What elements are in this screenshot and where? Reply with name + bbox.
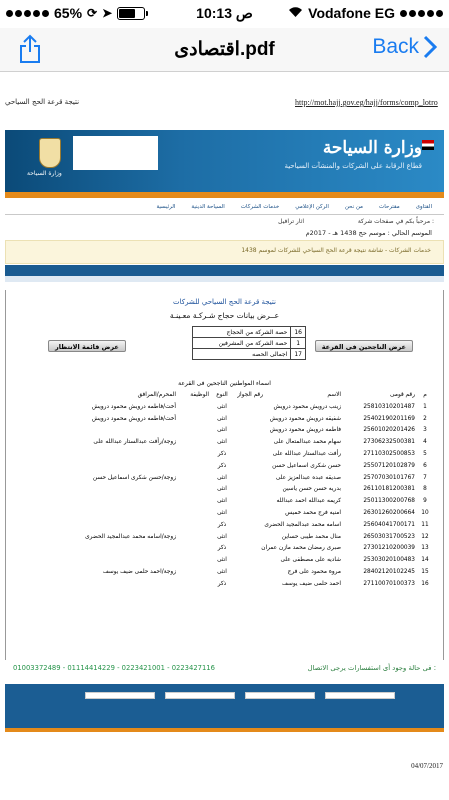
footer-box bbox=[165, 692, 235, 699]
national-id: 25810310201487 bbox=[363, 403, 415, 410]
menu-item[interactable]: من نحن bbox=[344, 204, 364, 210]
national-id: 26301260200664 bbox=[363, 509, 415, 516]
pilgrim-name: حسن شكرى اسماعيل حسن bbox=[272, 462, 341, 469]
contact-numbers: 01003372489 - 01114414229 - 0223421001 - 0223427116 bbox=[13, 664, 215, 672]
gender: انثى bbox=[217, 439, 227, 446]
menu-item[interactable]: مقترحات bbox=[379, 204, 400, 210]
ministry-subtitle: قطاع الرقابة على الشركات والمنشآت السياحية bbox=[284, 162, 422, 170]
status-time: 10:13 ص bbox=[196, 5, 253, 21]
show-winners-button[interactable]: عرض الناجحين فى القرعة bbox=[315, 340, 413, 352]
carrier-name: Vodafone EG bbox=[308, 5, 395, 21]
table-row bbox=[16, 402, 431, 414]
mahram: زوجة/اسامه محمد عبدالمجيد الحضرى bbox=[85, 533, 176, 540]
row-number: 14 bbox=[421, 557, 429, 564]
national-id: 25604041700171 bbox=[363, 521, 415, 528]
col-id: رقم قومى bbox=[390, 392, 415, 398]
pilgrim-name: امنيه فرج محمد خميس bbox=[285, 509, 341, 516]
row-number: 8 bbox=[423, 486, 427, 493]
col-name: الاسم bbox=[327, 392, 341, 398]
mahram: أخت/فاطمه درويش محمود درويش bbox=[91, 403, 176, 410]
gender: انثى bbox=[217, 415, 227, 422]
col-job: الوظيفة bbox=[190, 392, 209, 398]
gender: ذكر bbox=[217, 580, 227, 587]
gender: ذكر bbox=[217, 450, 227, 457]
col-no: م bbox=[423, 392, 427, 398]
national-id: 25507120102879 bbox=[363, 462, 415, 469]
quota-row bbox=[193, 349, 306, 360]
gender: انثى bbox=[217, 557, 227, 564]
divider-bar bbox=[5, 265, 444, 276]
table-row bbox=[16, 532, 431, 544]
quota-row bbox=[193, 327, 306, 338]
winners-list bbox=[16, 390, 431, 591]
national-id: 27301210200039 bbox=[363, 545, 415, 552]
pilgrim-name: صديقه عبده عبدالعزيز على bbox=[275, 474, 341, 481]
ministry-banner bbox=[5, 130, 444, 198]
pilgrim-name: شاديه على مصطفى على bbox=[280, 557, 341, 564]
document-title: اقتصادى.pdf bbox=[174, 39, 275, 60]
gender: ذكر bbox=[217, 462, 227, 469]
pilgrim-name: منال محمد طيبى حساين bbox=[281, 533, 341, 540]
battery-percent: 65% bbox=[54, 5, 83, 21]
table-row bbox=[16, 567, 431, 579]
gender: انثى bbox=[217, 568, 227, 575]
row-number: 16 bbox=[421, 580, 429, 587]
welcome-bar bbox=[5, 214, 444, 228]
national-id: 27110302500853 bbox=[363, 450, 415, 457]
national-id: 27110070100373 bbox=[363, 580, 415, 587]
gender: انثى bbox=[217, 474, 227, 481]
status-right bbox=[288, 5, 443, 21]
row-number: 2 bbox=[423, 415, 427, 422]
section-subtitle: عــرض بيانات حجاج شـركـة معـينـة bbox=[169, 311, 280, 320]
banner-strip bbox=[5, 192, 444, 198]
carrier-signal-icon bbox=[400, 10, 443, 17]
show-waiting-list-button[interactable]: عرض قائمة الانتظار bbox=[48, 340, 126, 352]
pilgrim-name: سهام محمد عبدالمتعال على bbox=[273, 439, 341, 446]
pdf-document[interactable] bbox=[0, 72, 449, 800]
footer-box bbox=[325, 692, 395, 699]
table-row bbox=[16, 473, 431, 485]
egypt-flag-icon bbox=[422, 140, 434, 150]
row-number: 5 bbox=[423, 450, 427, 457]
winners-list-title: اسماء المواطنين الناجحين فى القرعة bbox=[178, 380, 271, 387]
national-id: 26503031700523 bbox=[363, 533, 415, 540]
table-row bbox=[16, 579, 431, 591]
rotation-lock-icon: ⟳ bbox=[87, 6, 98, 20]
national-id: 25402190201169 bbox=[363, 415, 415, 422]
table-row bbox=[16, 508, 431, 520]
national-id: 27306232500381 bbox=[363, 439, 415, 446]
gender: ذكر bbox=[217, 521, 227, 528]
table-row bbox=[16, 425, 431, 437]
mahram: زوجة/حسن شكرى اسماعيل حسن bbox=[92, 474, 176, 481]
row-number: 13 bbox=[421, 545, 429, 552]
contact-line bbox=[5, 664, 444, 672]
season-bar bbox=[5, 227, 444, 241]
table-row bbox=[16, 555, 431, 567]
contact-label: فى حالة وجود أى استفسارات يرجى الاتصال : bbox=[307, 664, 436, 672]
row-number: 1 bbox=[423, 403, 427, 410]
menu-item[interactable]: الرئيسية bbox=[156, 204, 176, 210]
col-gender: النوع bbox=[216, 392, 228, 398]
gender: ذكر bbox=[217, 545, 227, 552]
header-title: نتيجة قرعة الحج السياحي bbox=[5, 98, 80, 106]
back-button[interactable] bbox=[372, 35, 437, 59]
pilgrim-name: مروة محمود على فرج bbox=[287, 568, 341, 575]
col-mahram: المحرم/المرافق bbox=[137, 392, 176, 398]
row-number: 12 bbox=[421, 533, 429, 540]
gender: انثى bbox=[217, 403, 227, 410]
mahram: أخت/فاطمه درويش محمود درويش bbox=[91, 415, 176, 422]
row-number: 11 bbox=[421, 521, 429, 528]
row-number: 4 bbox=[423, 439, 427, 446]
table-row bbox=[16, 414, 431, 426]
gender: انثى bbox=[217, 427, 227, 434]
row-number: 15 bbox=[421, 568, 429, 575]
table-row bbox=[16, 543, 431, 555]
national-id: 28402120102245 bbox=[363, 568, 415, 575]
pilgrim-name: بدريه حسن حسن ياسين bbox=[282, 486, 341, 493]
list-body bbox=[16, 402, 431, 591]
row-number: 3 bbox=[423, 427, 427, 434]
national-id: 25011300200768 bbox=[363, 498, 415, 505]
pilgrim-name: اسامه محمد عبدالمجيد الحضرى bbox=[264, 521, 341, 528]
row-number: 6 bbox=[423, 462, 427, 469]
season-text: الموسم الحالي : موسم حج 1438 هـ - 2017م bbox=[305, 229, 432, 237]
site-menu bbox=[5, 200, 444, 214]
ministry-emblem-icon bbox=[39, 138, 61, 168]
company-name: اثار ترافيل bbox=[278, 218, 304, 225]
menu-item[interactable]: السياحة الدينية bbox=[191, 204, 225, 210]
table-row bbox=[16, 484, 431, 496]
pilgrim-name: شفيقه درويش محمود درويش bbox=[269, 415, 341, 422]
row-number: 9 bbox=[423, 498, 427, 505]
print-date: 04/07/2017 bbox=[411, 762, 443, 770]
quota-table bbox=[192, 326, 306, 360]
page-url[interactable]: http://mot.hajj.gov.eg/hajj/forms/comp_lotro bbox=[295, 98, 438, 107]
quota-label: اجمالى الحصه bbox=[193, 349, 291, 360]
pilgrim-name: فاطمه درويش محمود درويش bbox=[269, 427, 341, 434]
emblem-caption: وزارة السياحة bbox=[27, 170, 62, 177]
row-number: 7 bbox=[423, 474, 427, 481]
footer-strip bbox=[5, 728, 444, 732]
navigation-bar bbox=[0, 28, 449, 72]
chevron-right-icon bbox=[423, 35, 437, 59]
pilgrim-name: زينب درويش محمود درويش bbox=[273, 403, 341, 410]
col-passport: رقم الجواز bbox=[237, 392, 263, 398]
pilgrim-name: صبرى رمضان محمد مازن عمران bbox=[261, 545, 341, 552]
ministry-title: وزارة السياحة bbox=[322, 138, 422, 158]
mahram: زوجة/رأفت عبدالستار عبدالله على bbox=[93, 439, 176, 446]
gender: انثى bbox=[217, 498, 227, 505]
national-id: 25303020100483 bbox=[363, 557, 415, 564]
table-row bbox=[16, 520, 431, 532]
national-id: 25601020201426 bbox=[363, 427, 415, 434]
national-id: 26110181200381 bbox=[363, 486, 415, 493]
menu-item[interactable]: الركن الإعلامي bbox=[295, 204, 329, 210]
location-icon: ➤ bbox=[102, 6, 113, 20]
table-row bbox=[16, 496, 431, 508]
table-row bbox=[16, 461, 431, 473]
list-header bbox=[16, 390, 431, 402]
quota-value: 16 bbox=[291, 327, 306, 338]
footer-box bbox=[245, 692, 315, 699]
pilgrim-name: احمد حلمى ضيف يوسف bbox=[282, 580, 341, 587]
row-number: 10 bbox=[421, 509, 429, 516]
pilgrim-name: كريمه عبدالله احمد عبدالله bbox=[276, 498, 341, 505]
quota-value: 17 bbox=[291, 349, 306, 360]
table-row bbox=[16, 437, 431, 449]
table-row bbox=[16, 449, 431, 461]
breadcrumb bbox=[5, 240, 444, 264]
menu-item[interactable]: خدمات الشركات bbox=[240, 204, 280, 210]
gender: انثى bbox=[217, 486, 227, 493]
page-footer-banner bbox=[5, 684, 444, 732]
gender: انثى bbox=[217, 533, 227, 540]
pilgrim-name: رأفت عبدالستار عبدالله على bbox=[272, 450, 341, 457]
redacted-box bbox=[73, 136, 158, 170]
quota-value: 1 bbox=[291, 338, 306, 349]
status-bar bbox=[0, 0, 449, 28]
quota-label: حصة الشركة من المشرفين bbox=[193, 338, 291, 349]
divider-light bbox=[5, 276, 444, 282]
breadcrumb-text: خدمات الشركات - شاشة نتيجة قرعة الحج السياحي للشركات لموسم 1438 bbox=[241, 247, 431, 254]
welcome-text: مرحباً بكم في صفحات شركة : bbox=[357, 218, 434, 225]
menu-item[interactable]: القتاوى bbox=[415, 204, 432, 210]
gender: انثى bbox=[217, 509, 227, 516]
back-label: Back bbox=[372, 35, 419, 58]
quota-row bbox=[193, 338, 306, 349]
lottery-results-section bbox=[5, 290, 444, 660]
wifi-icon bbox=[288, 5, 303, 21]
quota-label: حصة الشركة من الحجاج bbox=[193, 327, 291, 338]
section-title: نتيجة قرعة الحج السياحي للشركات bbox=[173, 298, 276, 306]
national-id: 25707030101767 bbox=[363, 474, 415, 481]
mahram: زوجة/احمد حلمى ضيف يوسف bbox=[102, 568, 176, 575]
footer-box bbox=[85, 692, 155, 699]
